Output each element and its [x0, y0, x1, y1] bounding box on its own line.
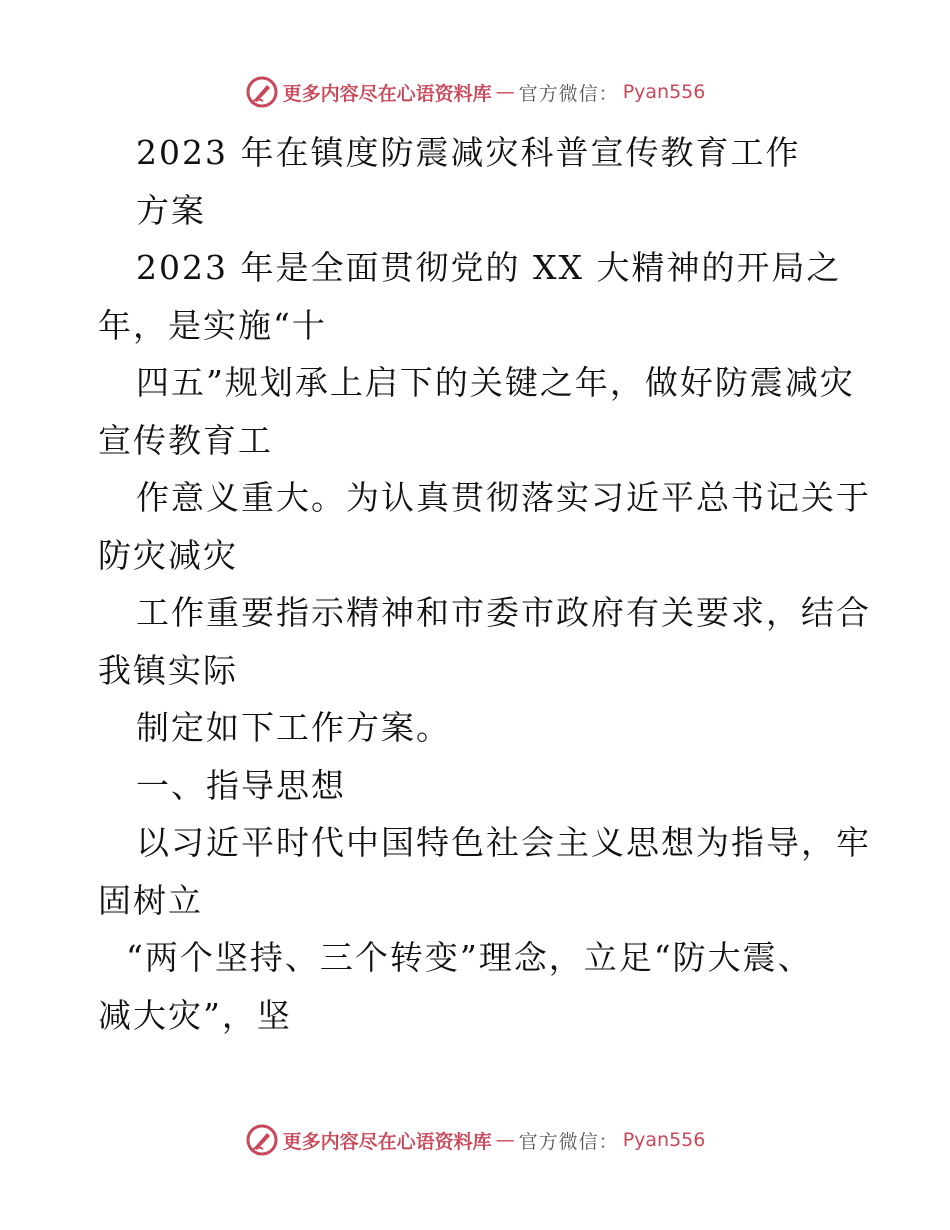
paragraph-line: 制定如下工作方案。 — [136, 708, 451, 747]
section-heading: 一、指导思想 — [136, 765, 346, 805]
watermark-separator: — — [495, 81, 515, 103]
paragraph-line: “两个坚持、三个转变”理念，立足“防大震、 — [126, 938, 813, 977]
paragraph-line: 2023 年是全面贯彻党的 XX 大精神的开局之 — [136, 248, 842, 287]
watermark-main-text: 更多内容尽在心语资料库 — [282, 1130, 492, 1153]
paragraph-line: 年，是实施“十 — [98, 305, 327, 345]
document-body — [98, 124, 871, 1044]
paragraph-line: 我镇实际 — [98, 650, 238, 690]
paragraph-line: 工作重要指示精神和市委市政府有关要求，结合 — [136, 593, 871, 632]
paragraph-line: 作意义重大。为认真贯彻落实习近平总书记关于 — [136, 478, 871, 517]
watermark-wechat-id: Pyan556 — [622, 81, 706, 103]
watermark-separator: — — [495, 1129, 515, 1151]
watermark-wechat-label: 官方微信： — [518, 82, 619, 105]
paragraph-line: 四五”规划承上启下的关键之年，做好防震减灾 — [136, 363, 855, 402]
footer-watermark — [0, 1120, 950, 1160]
header-watermark — [0, 72, 950, 112]
document-title-line-2: 方案 — [136, 190, 206, 230]
paragraph-line: 减大灾”，坚 — [98, 995, 292, 1035]
watermark-wechat-id: Pyan556 — [622, 1129, 706, 1151]
watermark-wechat-label: 官方微信： — [518, 1130, 619, 1153]
paragraph-line: 固树立 — [98, 880, 203, 920]
pen-logo-icon — [245, 75, 279, 109]
paragraph-line: 宣传教育工 — [98, 420, 273, 460]
paragraph-line: 以习近平时代中国特色社会主义思想为指导，牢 — [136, 823, 871, 862]
pen-logo-icon — [245, 1123, 279, 1157]
paragraph-line: 防灾减灾 — [98, 535, 238, 575]
document-title-line-1: 2023 年在镇度防震减灾科普宣传教育工作 — [136, 133, 801, 172]
watermark-main-text: 更多内容尽在心语资料库 — [282, 82, 492, 105]
